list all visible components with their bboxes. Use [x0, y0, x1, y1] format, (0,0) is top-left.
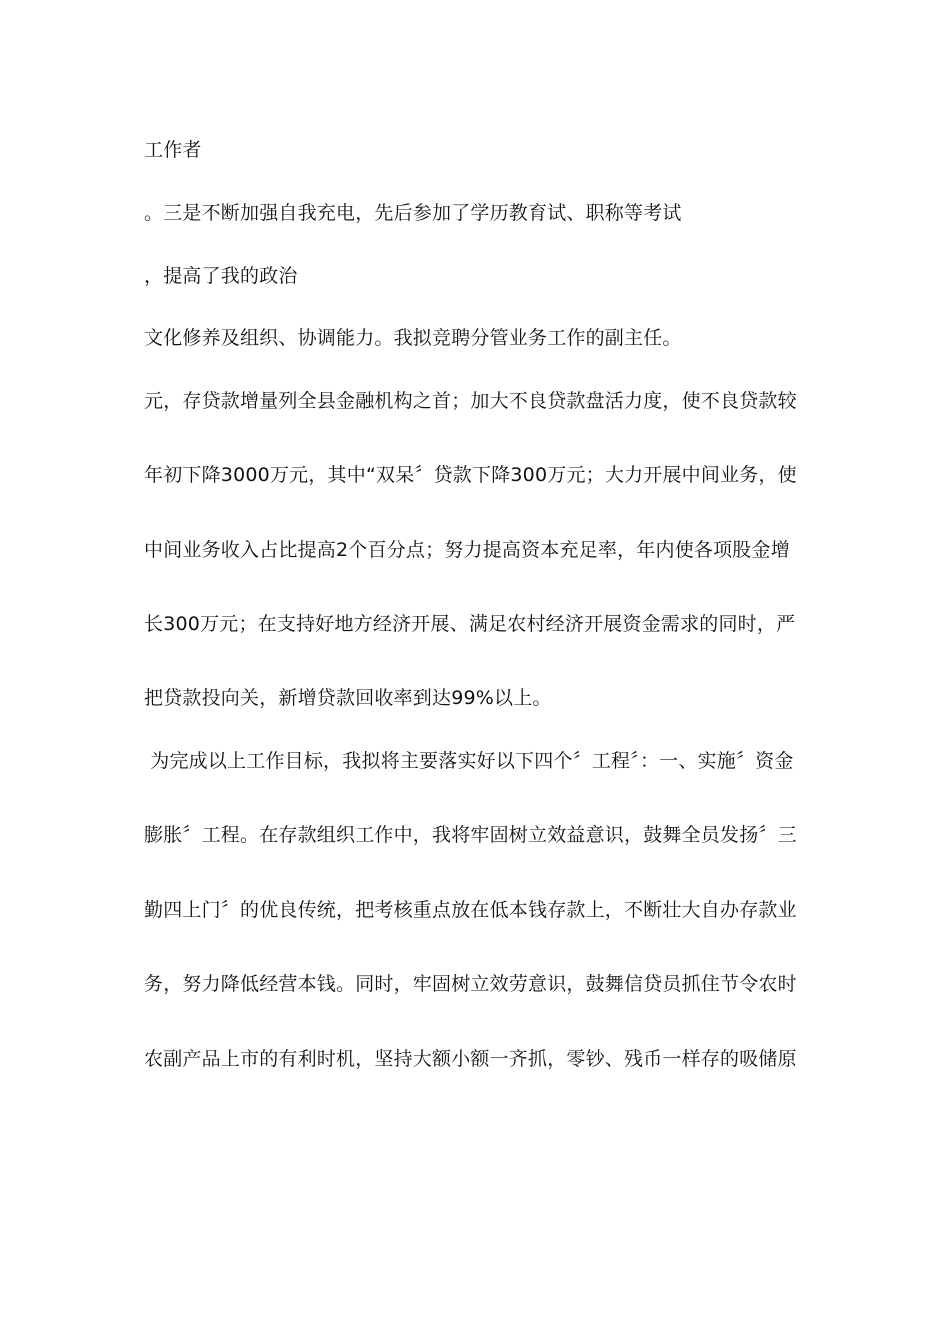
text-line: ，提高了我的政治	[144, 265, 298, 287]
text-line: 文化修养及组织、协调能力。我拟竞聘分管业务工作的副主任。	[144, 327, 682, 349]
text-line: 农副产品上市的有利时机，坚持大额小额一齐抓，零钞、残币一样存的吸储原	[144, 1048, 797, 1070]
text-line: 务，努力降低经营本钱。同时，牢固树立效劳意识，鼓舞信贷员抓住节令农时	[144, 973, 797, 995]
text-line: 年初下降3000万元，其中“双呆〞贷款下降300万元；大力开展中间业务，使	[144, 464, 797, 486]
text-line: 中间业务收入占比提高2个百分点；努力提高资本充足率，年内使各项股金增	[144, 539, 790, 561]
text-line: 。三是不断加强自我充电，先后参加了学历教育试、职称等考试	[144, 202, 682, 224]
text-line: 勤四上门〞的优良传统，把考核重点放在低本钱存款上，不断壮大自办存款业	[144, 899, 797, 921]
text-line: 膨胀〞工程。在存款组织工作中，我将牢固树立效益意识，鼓舞全员发扬〞三	[144, 824, 797, 846]
text-line: 为完成以上工作目标，我拟将主要落实好以下四个〞工程〞：一、实施〞资金	[144, 750, 794, 772]
text-line: 元，存贷款增量列全县金融机构之首；加大不良贷款盘活力度，使不良贷款较	[144, 390, 797, 412]
text-line: 把贷款投向关，新增贷款回收率到达99%以上。	[144, 687, 552, 709]
text-line: 长300万元；在支持好地方经济开展、满足农村经济开展资金需求的同时，严	[144, 613, 796, 635]
text-line: 工作者	[144, 139, 202, 161]
